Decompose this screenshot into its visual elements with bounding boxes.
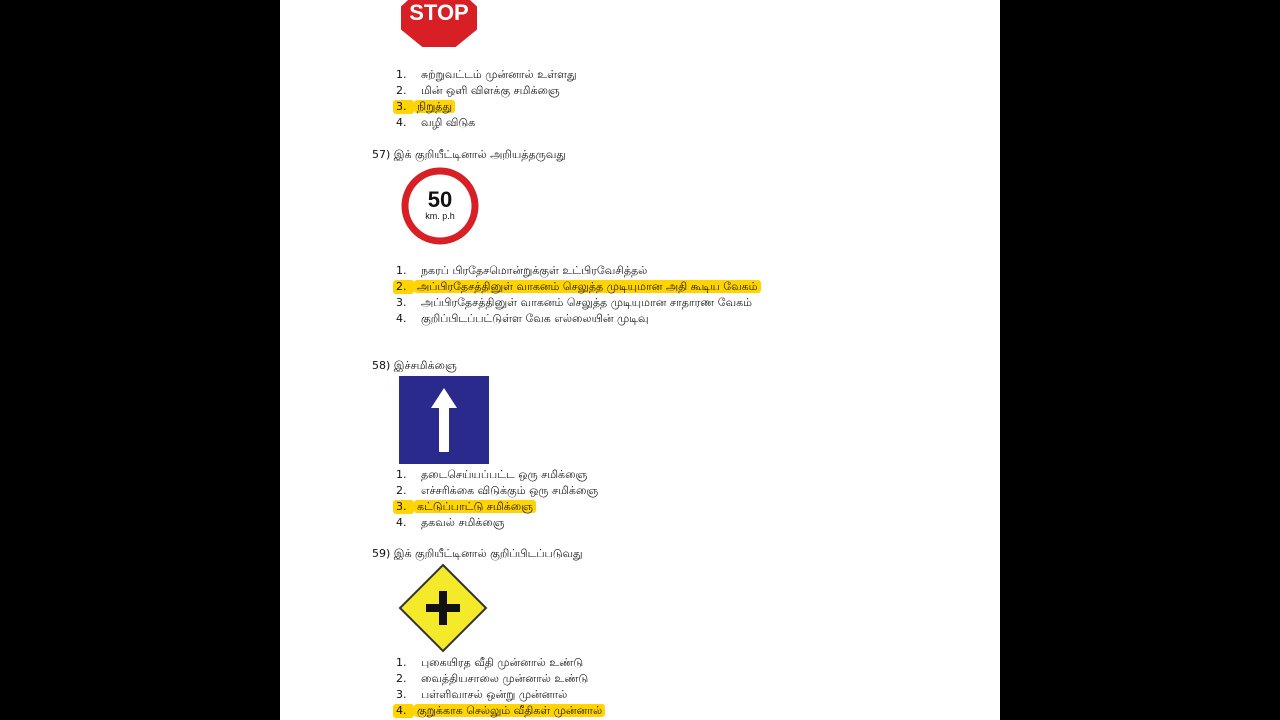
q59-option-2: 2. வைத்தியசாலை முன்னால் உண்டு: [396, 672, 589, 685]
q57-option-1: 1. நகரப் பிரதேசமொன்றுக்குள் உட்பிரவேசித்தல்: [396, 264, 648, 277]
q59-option-1: 1. புகையிரத வீதி முன்னால் உண்டு: [396, 656, 584, 669]
q57-option-4: 4. குறிப்பிடப்பட்டுள்ள வேக எல்லையின் முடிவு: [396, 312, 649, 325]
q58-option-3-answer: 3. கட்டுப்பாட்டு சமிக்ஞை: [393, 500, 536, 514]
q59-question: 59) இக் குறியீட்டினால் குறிப்பிடப்படுவது: [372, 547, 583, 560]
stop-sign-text: STOP: [409, 0, 469, 25]
q57-option-3: 3. அப்பிரதேசத்தினுள் வாகனம் செலுத்த முடியுமான சாதாரண வேகம்: [396, 296, 753, 309]
q57-question: 57) இக் குறியீட்டினால் அறியத்தருவது: [372, 148, 566, 161]
q56-option-3-answer: 3. நிறுத்து: [393, 100, 455, 114]
stop-sign-icon: [398, 0, 480, 50]
speed-limit-unit: km. p.h: [425, 211, 455, 221]
document-page: [280, 0, 1000, 720]
one-way-arrow-sign-icon: [399, 376, 489, 464]
q56-option-2: 2. மின் ஒளி விளக்கு சமிக்ஞை: [396, 84, 560, 97]
q56-option-1: 1. சுற்றுவட்டம் முன்னால் உள்ளது: [396, 68, 577, 81]
q58-question: 58) இச்சமிக்ஞை: [372, 359, 457, 372]
crossroads-warning-sign-icon: [398, 563, 488, 653]
q59-option-4-answer: 4. குறுக்காக செல்லும் வீதிகள் முன்னால்: [393, 704, 605, 718]
q59-option-3: 3. பள்ளிவாசல் ஒன்று முன்னால்: [396, 688, 568, 701]
q58-option-1: 1. தடைசெய்யப்பட்ட ஒரு சமிக்ஞை: [396, 468, 588, 481]
q58-option-4: 4. தகவல் சமிக்ஞை: [396, 516, 505, 529]
q58-option-2: 2. எச்சரிக்கை விடுக்கும் ஒரு சமிக்ஞை: [396, 484, 599, 497]
q57-option-2-answer: 2. அப்பிரதேசத்தினுள் வாகனம் செலுத்த முடியுமான அதி கூடிய வேகம்: [393, 280, 761, 294]
speed-limit-sign-icon: [400, 166, 480, 246]
speed-limit-number: 50: [427, 187, 453, 212]
q56-option-4: 4. வழி விடுக: [396, 116, 476, 129]
